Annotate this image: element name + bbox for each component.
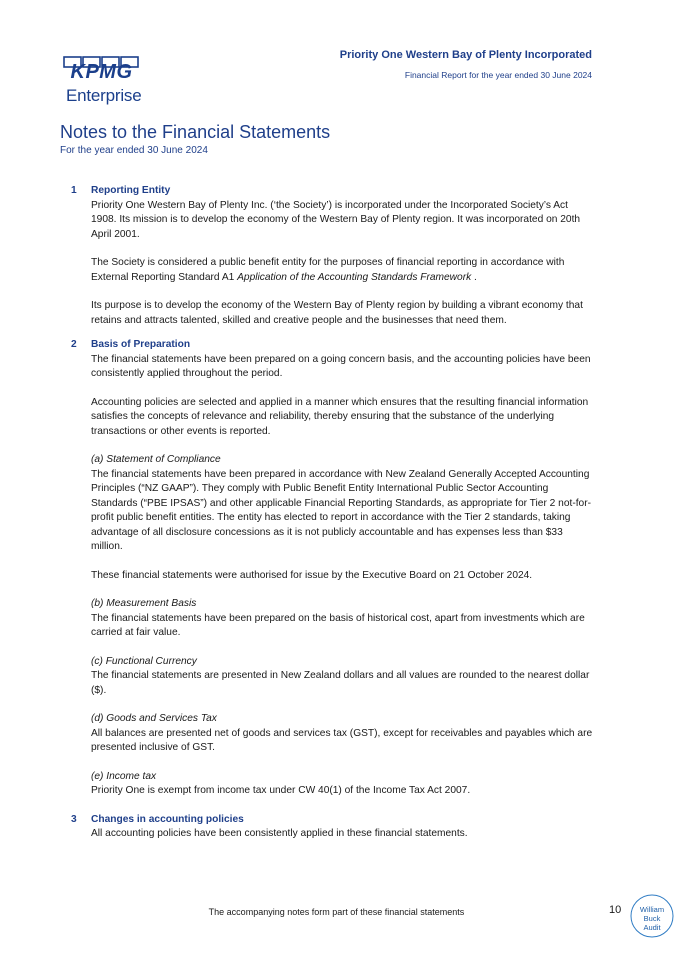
subsection-functional-currency (91, 655, 596, 699)
standard-title: Application of the Accounting Standards Framework (237, 271, 472, 283)
footer-note: The accompanying notes form part of these financial statements (208, 907, 465, 917)
paragraph: Accounting policies are selected and applied in a manner which ensures that the resulting financial information satisfies the concepts of relevance and reliability, thereby ensuring that the substance of the underlying transactions or other events is reported. (91, 396, 589, 437)
section-title: Changes in accounting policies (91, 813, 244, 825)
stamp-line: William (639, 905, 665, 914)
section-title: Reporting Entity (91, 185, 171, 196)
subsection-statement-of-compliance (91, 453, 596, 555)
section-title: Basis of Preparation (91, 339, 191, 350)
kpmg-enterprise-logo (61, 56, 141, 108)
section-number: 2 (71, 339, 77, 350)
page-number: 10 (609, 904, 622, 916)
subsection-title: (b) Measurement Basis (91, 598, 197, 609)
header-report-title: Financial Report for the year ended 30 June 2024 (404, 70, 592, 80)
subsection-title: (a) Statement of Compliance (91, 454, 221, 465)
audit-stamp-text (629, 905, 675, 932)
paragraph-text: . (471, 271, 477, 283)
paragraph: Priority One Western Bay of Plenty Inc. (‘the Society’) is incorporated under the Incorporated Society’s Act 1908. Its mission is to develop the economy of the Western Bay of Plenty region. It was incorporated on 20th April 2001. (91, 199, 581, 240)
paragraph: The financial statements have been prepared on a going concern basis, and the accounting policies have been consistently applied throughout the period. (91, 353, 591, 379)
notes-body (71, 184, 596, 852)
kpmg-wordmark: KPMG (70, 61, 133, 83)
paragraph-text: The Society is considered a public benefit entity for the purposes of financial reporting in accordance with External Reporting Standard A1 (91, 257, 565, 283)
section-reporting-entity (71, 184, 596, 328)
paragraph: Priority One is exempt from income tax under CW 40(1) of the Income Tax Act 2007. (91, 785, 471, 796)
paragraph: Its purpose is to develop the economy of the Western Bay of Plenty region by building a vibrant economy that retains and attracts talented, skilled and creative people and the businesses that need them. (91, 300, 583, 326)
paragraph: All accounting policies have been consistently applied in these financial statements. (91, 828, 468, 839)
subsection-title: (d) Goods and Services Tax (91, 713, 217, 724)
enterprise-wordmark: Enterprise (66, 86, 142, 105)
header-organization: Priority One Western Bay of Plenty Incorporated (339, 49, 592, 61)
paragraph (91, 256, 596, 285)
paragraph: The financial statements have been prepared in accordance with New Zealand Generally Accepted Accounting Principles (“NZ GAAP”). They comply with Public Benefit Entity International Public Sector Accounting Standards (“PBE IPSAS”) and other applicable Financial Reporting Standards, as appropriate for Tier 2 not-for-profit public benefit entities. The entity has elected to report in accordance with the Tier 2 standards, taking advantage of all disclosure concessions as it is not publicly accountable and has expenses less than $33 million. (91, 468, 592, 552)
section-basis-of-preparation (71, 338, 596, 799)
page-subtitle: For the year ended 30 June 2024 (60, 145, 208, 156)
paragraph: These financial statements were authorised for issue by the Executive Board on 21 October 2024. (91, 569, 533, 581)
section-number: 1 (71, 185, 77, 196)
subsection-title: (c) Functional Currency (91, 655, 197, 667)
paragraph: The financial statements are presented in New Zealand dollars and all values are rounded to the nearest dollar ($). (91, 670, 590, 696)
subsection-income-tax (91, 770, 596, 799)
section-number: 3 (71, 813, 77, 825)
subsection-title: (e) Income tax (91, 770, 157, 782)
paragraph: The financial statements have been prepared on the basis of historical cost, apart from investments which are carried at fair value. (91, 612, 585, 638)
section-changes-in-policies (71, 813, 596, 842)
page-title: Notes to the Financial Statements (60, 122, 331, 142)
paragraph: All balances are presented net of goods and services tax (GST), except for receivables and payables which are presented inclusive of GST. (91, 727, 593, 753)
stamp-line: Audit (643, 923, 661, 932)
stamp-line: Buck (643, 914, 661, 923)
subsection-gst (91, 712, 596, 756)
subsection-measurement-basis (91, 597, 596, 641)
